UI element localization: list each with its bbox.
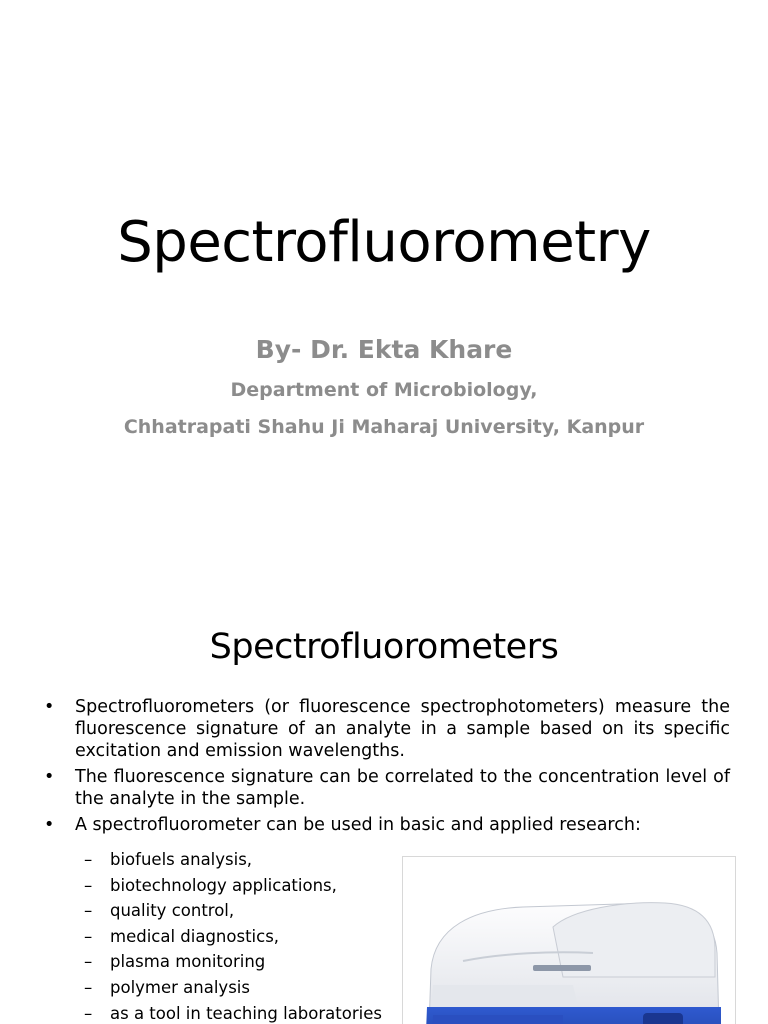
- bullet-icon: •: [44, 815, 55, 835]
- sub-item: [84, 924, 382, 950]
- sub-item-text: plasma monitoring: [110, 952, 266, 972]
- dash-icon: –: [84, 875, 93, 895]
- dash-icon: –: [84, 850, 93, 869]
- slide-title: Spectrofluorometry: [117, 210, 651, 275]
- dash-icon: –: [84, 1003, 93, 1023]
- slide-title: Spectrofluorometers: [209, 627, 559, 667]
- bullet-text: The fluorescence signature can be correlated to the concentration level of the analyte in the sample.: [75, 767, 730, 809]
- bullet-list: [40, 696, 730, 840]
- dash-icon: –: [84, 977, 93, 997]
- sub-item: [84, 1001, 382, 1024]
- spectrofluorometer-device-icon: [403, 857, 735, 1024]
- bullet-icon: •: [44, 767, 55, 787]
- dash-icon: –: [84, 901, 93, 921]
- bullet-item: [40, 696, 730, 762]
- sub-item-text: medical diagnostics,: [110, 926, 280, 946]
- author-line: By- Dr. Ekta Khare: [255, 335, 513, 364]
- sub-item-text: as a tool in teaching laboratories: [110, 1003, 382, 1023]
- sub-item-text: polymer analysis: [110, 977, 250, 997]
- sub-item: [84, 975, 382, 1001]
- content-slide: [0, 576, 768, 1024]
- spectrofluorometer-image: [402, 856, 736, 1024]
- sub-item: [84, 949, 382, 975]
- sub-item-text: biofuels analysis,: [110, 850, 253, 869]
- sub-item: [84, 873, 382, 899]
- dash-icon: –: [84, 952, 93, 972]
- department-line: Department of Microbiology,: [230, 379, 538, 401]
- sub-item-text: biotechnology applications,: [110, 875, 337, 895]
- university-line: Chhatrapati Shahu Ji Maharaj University, Kanpur: [123, 416, 645, 438]
- bullet-text: A spectrofluorometer can be used in basic and applied research:: [75, 815, 641, 835]
- sub-item-text: quality control,: [110, 901, 235, 921]
- bullet-item: [40, 814, 730, 836]
- bullet-text: Spectrofluorometers (or fluorescence spectrophotometers) measure the fluorescence signature of an analyte in a sample based on its specific excitation and emission wavelengths.: [75, 697, 730, 761]
- sub-item: [84, 847, 382, 873]
- bullet-icon: •: [44, 697, 55, 717]
- dash-icon: –: [84, 926, 93, 946]
- application-list: [84, 847, 382, 1024]
- bullet-item: [40, 766, 730, 810]
- sub-item: [84, 898, 382, 924]
